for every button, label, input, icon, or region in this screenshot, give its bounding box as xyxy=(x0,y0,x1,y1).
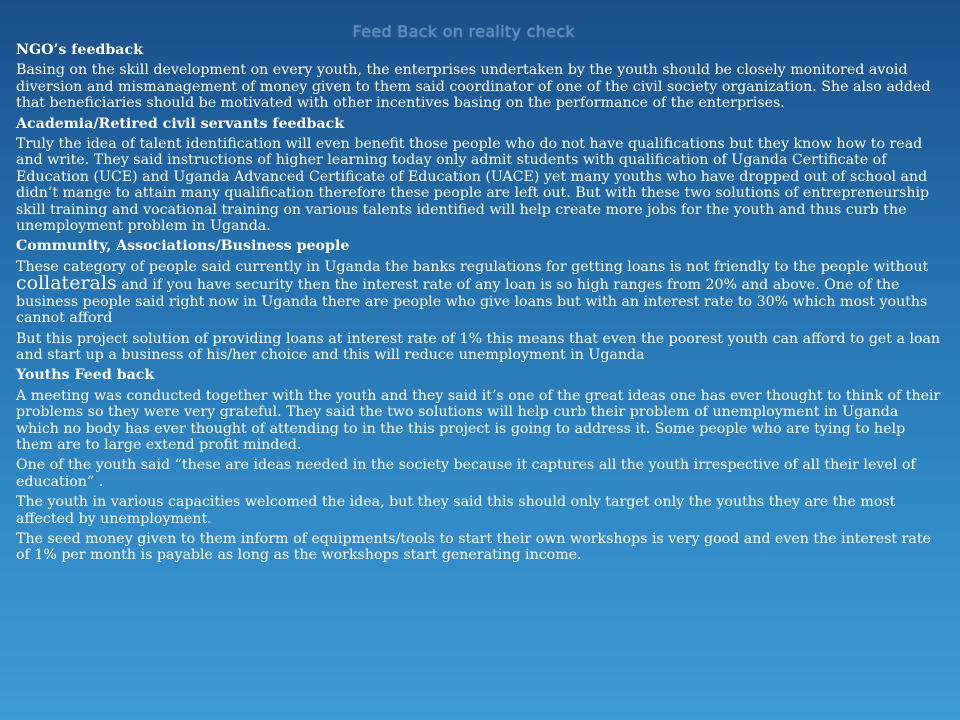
youths-paragraph-4: The seed money given to them inform of equipments/tools to start their own workshops is very good and even the interest rate of 1% per month is payable as long as the workshops start generating income. xyxy=(16,530,931,564)
community-heading: Community, Associations/Business people xyxy=(16,238,350,255)
ngo-paragraph: Basing on the skill development on every youth, the enterprises undertaken by the youth should be closely monitored avoid diversion and mismanagement of money given to them said coordinator of one of the civil society organization. She also added that beneficiaries should be motivated with other incentives basing on the performance of the enterprises. xyxy=(16,62,931,112)
academia-heading: Academia/Retired civil servants feedback xyxy=(16,115,345,132)
community-paragraph-2: But this project solution of providing loans at interest rate of 1% this means that even the poorest youth can afford to get a loan and start up a business of his/her choice and this will reduce unemployment in Uganda xyxy=(16,330,941,363)
community-paragraph-1 xyxy=(16,259,944,327)
youths-paragraph-2: One of the youth said “these are ideas needed in the society because it captures all the youth irrespective of all their level of education” . xyxy=(16,457,916,490)
community-p1-before: These category of people said currently in Uganda the banks regulations for getting loans is not friendly to the people without xyxy=(16,258,929,275)
academia-paragraph: Truly the idea of talent identification will even benefit those people who do not have qualifications but they know how to read and write. They said instructions of higher learning today only admit students with qualification of Uganda Certificate of Education (UCE) and Uganda Advanced Certificate of Education (UACE) yet many youths who have dropped out of school and didn’t mange to attain many qualification therefore these people are left out. But with these two solutions of entrepreneurship skill training and vocational training on various talents identified will help create more jobs for the youth and thus curb the unemployment problem in Uganda. xyxy=(16,136,930,235)
slide-content xyxy=(16,42,944,568)
youths-paragraph-3: The youth in various capacities welcomed the idea, but they said this should only target only the youths they are the most affected by unemployment. xyxy=(16,494,896,527)
youths-heading: Youths Feed back xyxy=(16,367,155,384)
community-p1-after: and if you have security then the interest rate of any loan is so high ranges from 20% and above. One of the business people said right now in Uganda there are people who give loans but with an interest rate to 30% which most youths cannot afford xyxy=(16,277,928,327)
community-p1-emphasis: collaterals xyxy=(16,272,117,295)
youths-paragraph-1: A meeting was conducted together with the youth and they said it’s one of the great ideas one has ever thought to think of their problems so they were very grateful. They said the two solutions will help curb their problem of unemployment in Uganda which no body has ever thought of attending to in the this project is going to address it. Some people who are tying to help them are to large extend profit minded. xyxy=(16,387,941,453)
slide-title: Feed Back on reality check xyxy=(352,22,575,41)
ngo-heading: NGO’s feedback xyxy=(16,42,143,58)
